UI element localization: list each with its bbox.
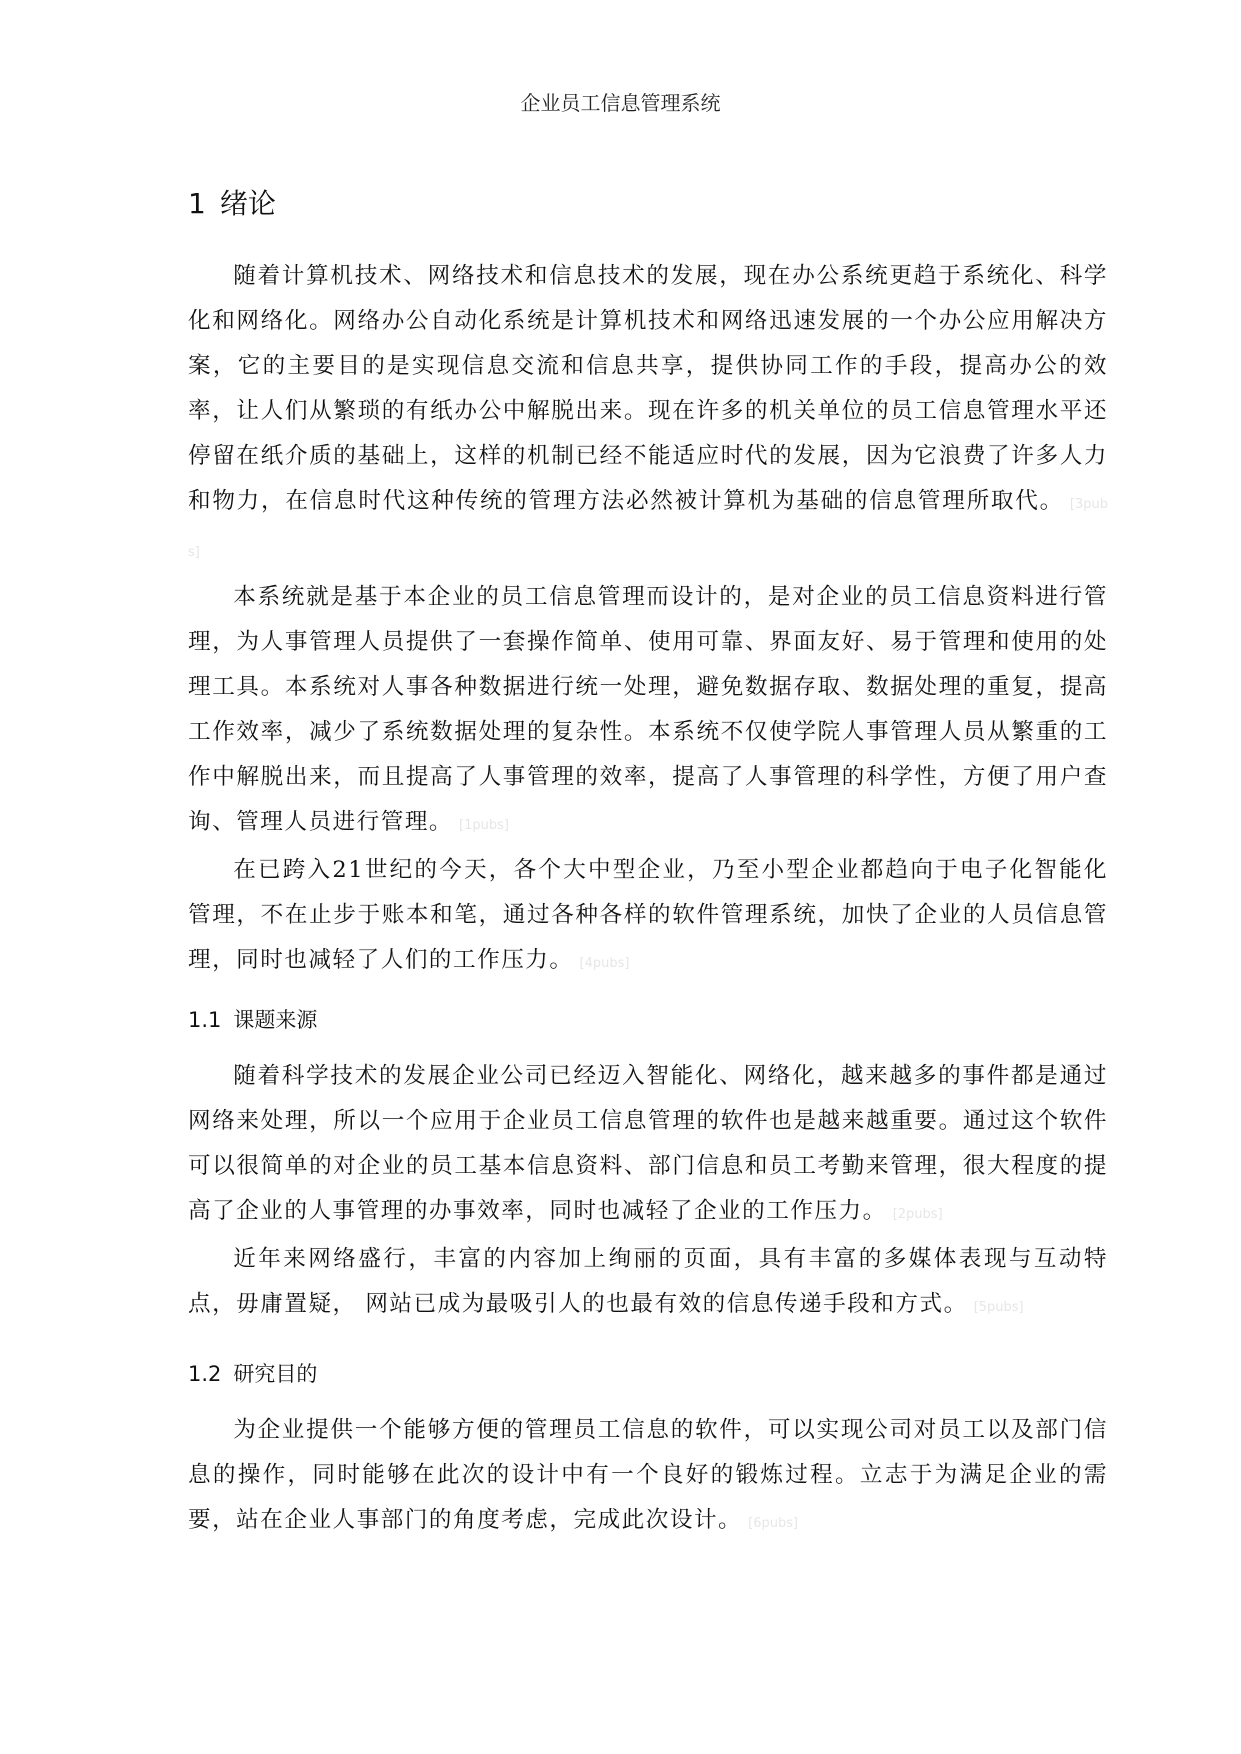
citation-mark: [4pubs] [579,956,630,971]
section-heading [188,1000,1108,1040]
section-heading [188,1354,1108,1394]
paragraph-text: 随着科学技术的发展企业公司已经迈入智能化、网络化，越来越多的事件都是通过网络来处理，所以一个应用于企业员工信息管理的软件也是越来越重要。通过这个软件可以很简单的对企业的员工基本信息资料、部门信息和员工考勤来管理，很大程度的提高了企业的人事管理的办事效率，同时也减轻了企业的工作压力。 [188,1063,1108,1224]
document-body [188,178,1108,1546]
paragraph [188,1408,1108,1546]
paragraph [188,1054,1108,1237]
paragraph-text: 本系统就是基于本企业的员工信息管理而设计的，是对企业的员工信息资料进行管理，为人事管理人员提供了一套操作简单、使用可靠、界面友好、易于管理和使用的处理工具。本系统对人事各种数据进行统一处理，避免数据存取、数据处理的重复，提高工作效率，减少了系统数据处理的复杂性。本系统不仅使学院人事管理人员从繁重的工作中解脱出来，而且提高了人事管理的效率，提高了人事管理的科学性，方便了用户查询、管理人员进行管理。 [188,584,1108,835]
chapter-heading [188,178,1108,230]
chapter-number: 1 [188,187,206,220]
section-title: 课题来源 [233,1008,318,1032]
paragraph-text: 随着计算机技术、网络技术和信息技术的发展，现在办公系统更趋于系统化、科学化和网络化。网络办公自动化系统是计算机技术和网络迅速发展的一个办公应用解决方案，它的主要目的是实现信息交流和信息共享，提供协同工作的手段，提高办公的效率，让人们从繁琐的有纸办公中解脱出来。现在许多的机关单位的员工信息管理水平还停留在纸介质的基础上，这样的机制已经不能适应时代的发展，因为它浪费了许多人力和物力，在信息时代这种传统的管理方法必然被计算机为基础的信息管理所取代。 [188,263,1108,514]
paragraph-text: 近年来网络盛行，丰富的内容加上绚丽的页面，具有丰富的多媒体表现与互动特点，毋庸置疑， 网站已成为最吸引人的也最有效的信息传递手段和方式。 [188,1246,1108,1317]
chapter-title: 绪论 [219,187,276,220]
paragraph-text: 在已跨入21世纪的今天，各个大中型企业，乃至小型企业都趋向于电子化智能化管理，不在止步于账本和笔，通过各种各样的软件管理系统，加快了企业的人员信息管理，同时也减轻了人们的工作压力。 [188,857,1108,973]
section-number: 1.2 [188,1362,222,1386]
paragraph [188,254,1108,575]
paragraph-text: 为企业提供一个能够方便的管理员工信息的软件，可以实现公司对员工以及部门信息的操作，同时能够在此次的设计中有一个良好的锻炼过程。立志于为满足企业的需要，站在企业人事部门的角度考虑，完成此次设计。 [188,1417,1108,1533]
paragraph [188,848,1108,986]
paragraph [188,575,1108,848]
citation-mark: [1pubs] [459,818,509,833]
section-number: 1.1 [188,1008,222,1032]
citation-mark: [3pubs] [188,497,1108,560]
citation-mark: [6pubs] [748,1516,799,1531]
running-header: 企业员工信息管理系统 [520,91,721,115]
spacer [188,1330,1108,1340]
citation-mark: [5pubs] [973,1300,1024,1315]
paragraph [188,1237,1108,1330]
citation-mark: [2pubs] [892,1207,943,1222]
section-title: 研究目的 [233,1362,318,1386]
